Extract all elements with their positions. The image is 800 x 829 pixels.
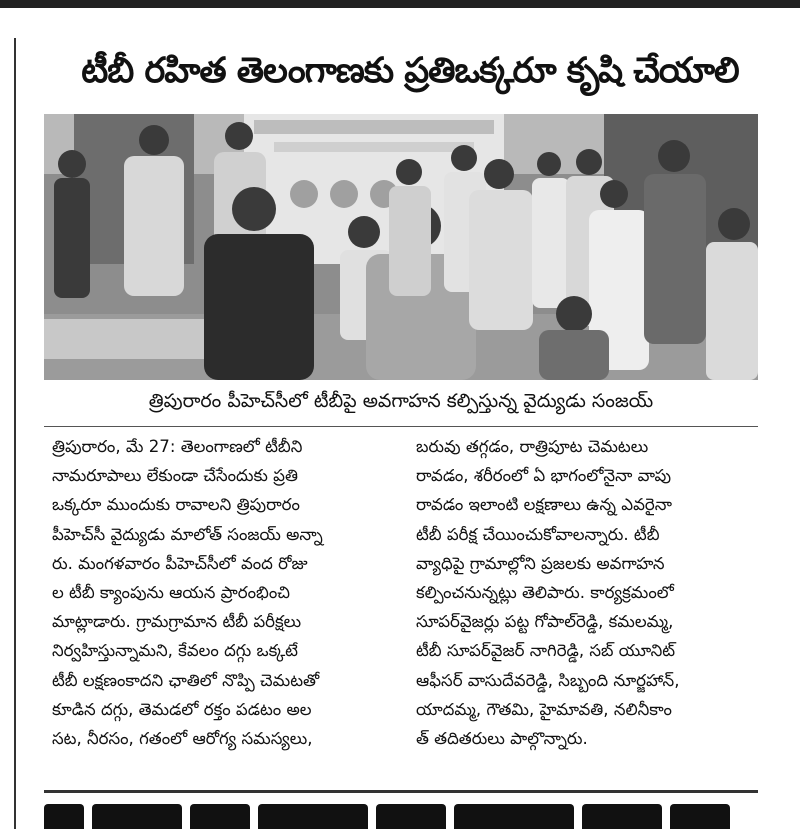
body-line: ల టీబీ క్యాంపును ఆయన ప్రారంభించి	[52, 582, 290, 602]
body-line: బరువు తగ్గడం, రాత్రిపూట చెమటలు	[416, 437, 649, 456]
body-line: త్ తదితరులు పాల్గొన్నారు.	[416, 728, 588, 748]
article-body-right-column	[416, 432, 762, 753]
body-line: ఆఫీసర్ వాసుదేవరెడ్డి, సిబ్బంది నూర్జహాన్,	[416, 670, 680, 690]
article-headline: టీబీ రహిత తెలంగాణకు ప్రతిఒక్కరూ కృషి చేయాలి	[81, 51, 739, 91]
body-line: నిర్వహిస్తున్నామని, కేవలం దగ్గు ఒక్కటే	[52, 641, 298, 661]
body-line: పీహెచ్‌సీ వైద్యుడు మాలోత్ సంజయ్ అన్నా	[52, 524, 323, 544]
body-line: వ్యాధిపై గ్రామాల్లోని ప్రజలకు అవగాహన	[416, 553, 665, 573]
column-divider	[14, 38, 16, 829]
body-line: యాదమ్మ, గౌతమి, హైమావతి, నలినీకాం	[416, 699, 672, 719]
body-line: నామరూపాలు లేకుండా చేసేందుకు ప్రతి	[52, 466, 298, 486]
body-line: రు. మంగళవారం పీహెచ్‌సీలో వంద రోజు	[52, 553, 308, 573]
body-line: సూపర్‌వైజర్లు పట్ట గోపాల్‌రెడ్డి, కమలమ్మ,	[416, 612, 674, 632]
body-line: కూడిన దగ్గు, తెమడలో రక్తం పడటం అల	[52, 699, 312, 719]
caption-divider	[44, 426, 758, 427]
body-line: ఒక్కరూ ముందుకు రావాలని త్రిపురారం	[52, 495, 300, 515]
top-border	[0, 0, 800, 8]
body-line: రావడం, శరీరంలో ఏ భాగంలోనైనా వాపు	[416, 466, 672, 486]
body-line: మాట్లాడారు. గ్రామగ్రామాన టీబీ పరీక్షలు	[52, 612, 302, 632]
body-line: టీబీ సూపర్‌వైజర్ నాగిరెడ్డి, సబ్ యూనిట్	[416, 641, 676, 661]
next-article-headline-cropped	[44, 800, 758, 829]
article-photo	[44, 114, 758, 380]
article-body-left-column	[52, 432, 398, 753]
body-line: రావడం ఇలాంటి లక్షణాలు ఉన్న ఎవరైనా	[416, 495, 672, 515]
body-line: త్రిపురారం, మే 27: తెలంగాణలో టీబీని	[52, 437, 303, 456]
photo-caption: త్రిపురారం పీహెచ్‌సీలో టీబీపై అవగాహన కల్పిస్తున్న వైద్యుడు సంజయ్	[148, 389, 654, 412]
body-line: కల్పించనున్నట్లు తెలిపారు. కార్యక్రమంలో	[416, 582, 674, 602]
body-line: టీబీ లక్షణంకాదని ఛాతిలో నొప్పి చెమటతో	[52, 670, 320, 690]
body-line: టీబీ పరీక్ష చేయించుకోవాలన్నారు. టీబీ	[416, 524, 660, 544]
body-line: సట, నీరసం, గతంలో ఆరోగ్య సమస్యలు,	[52, 728, 313, 748]
article-bottom-divider	[44, 790, 758, 793]
